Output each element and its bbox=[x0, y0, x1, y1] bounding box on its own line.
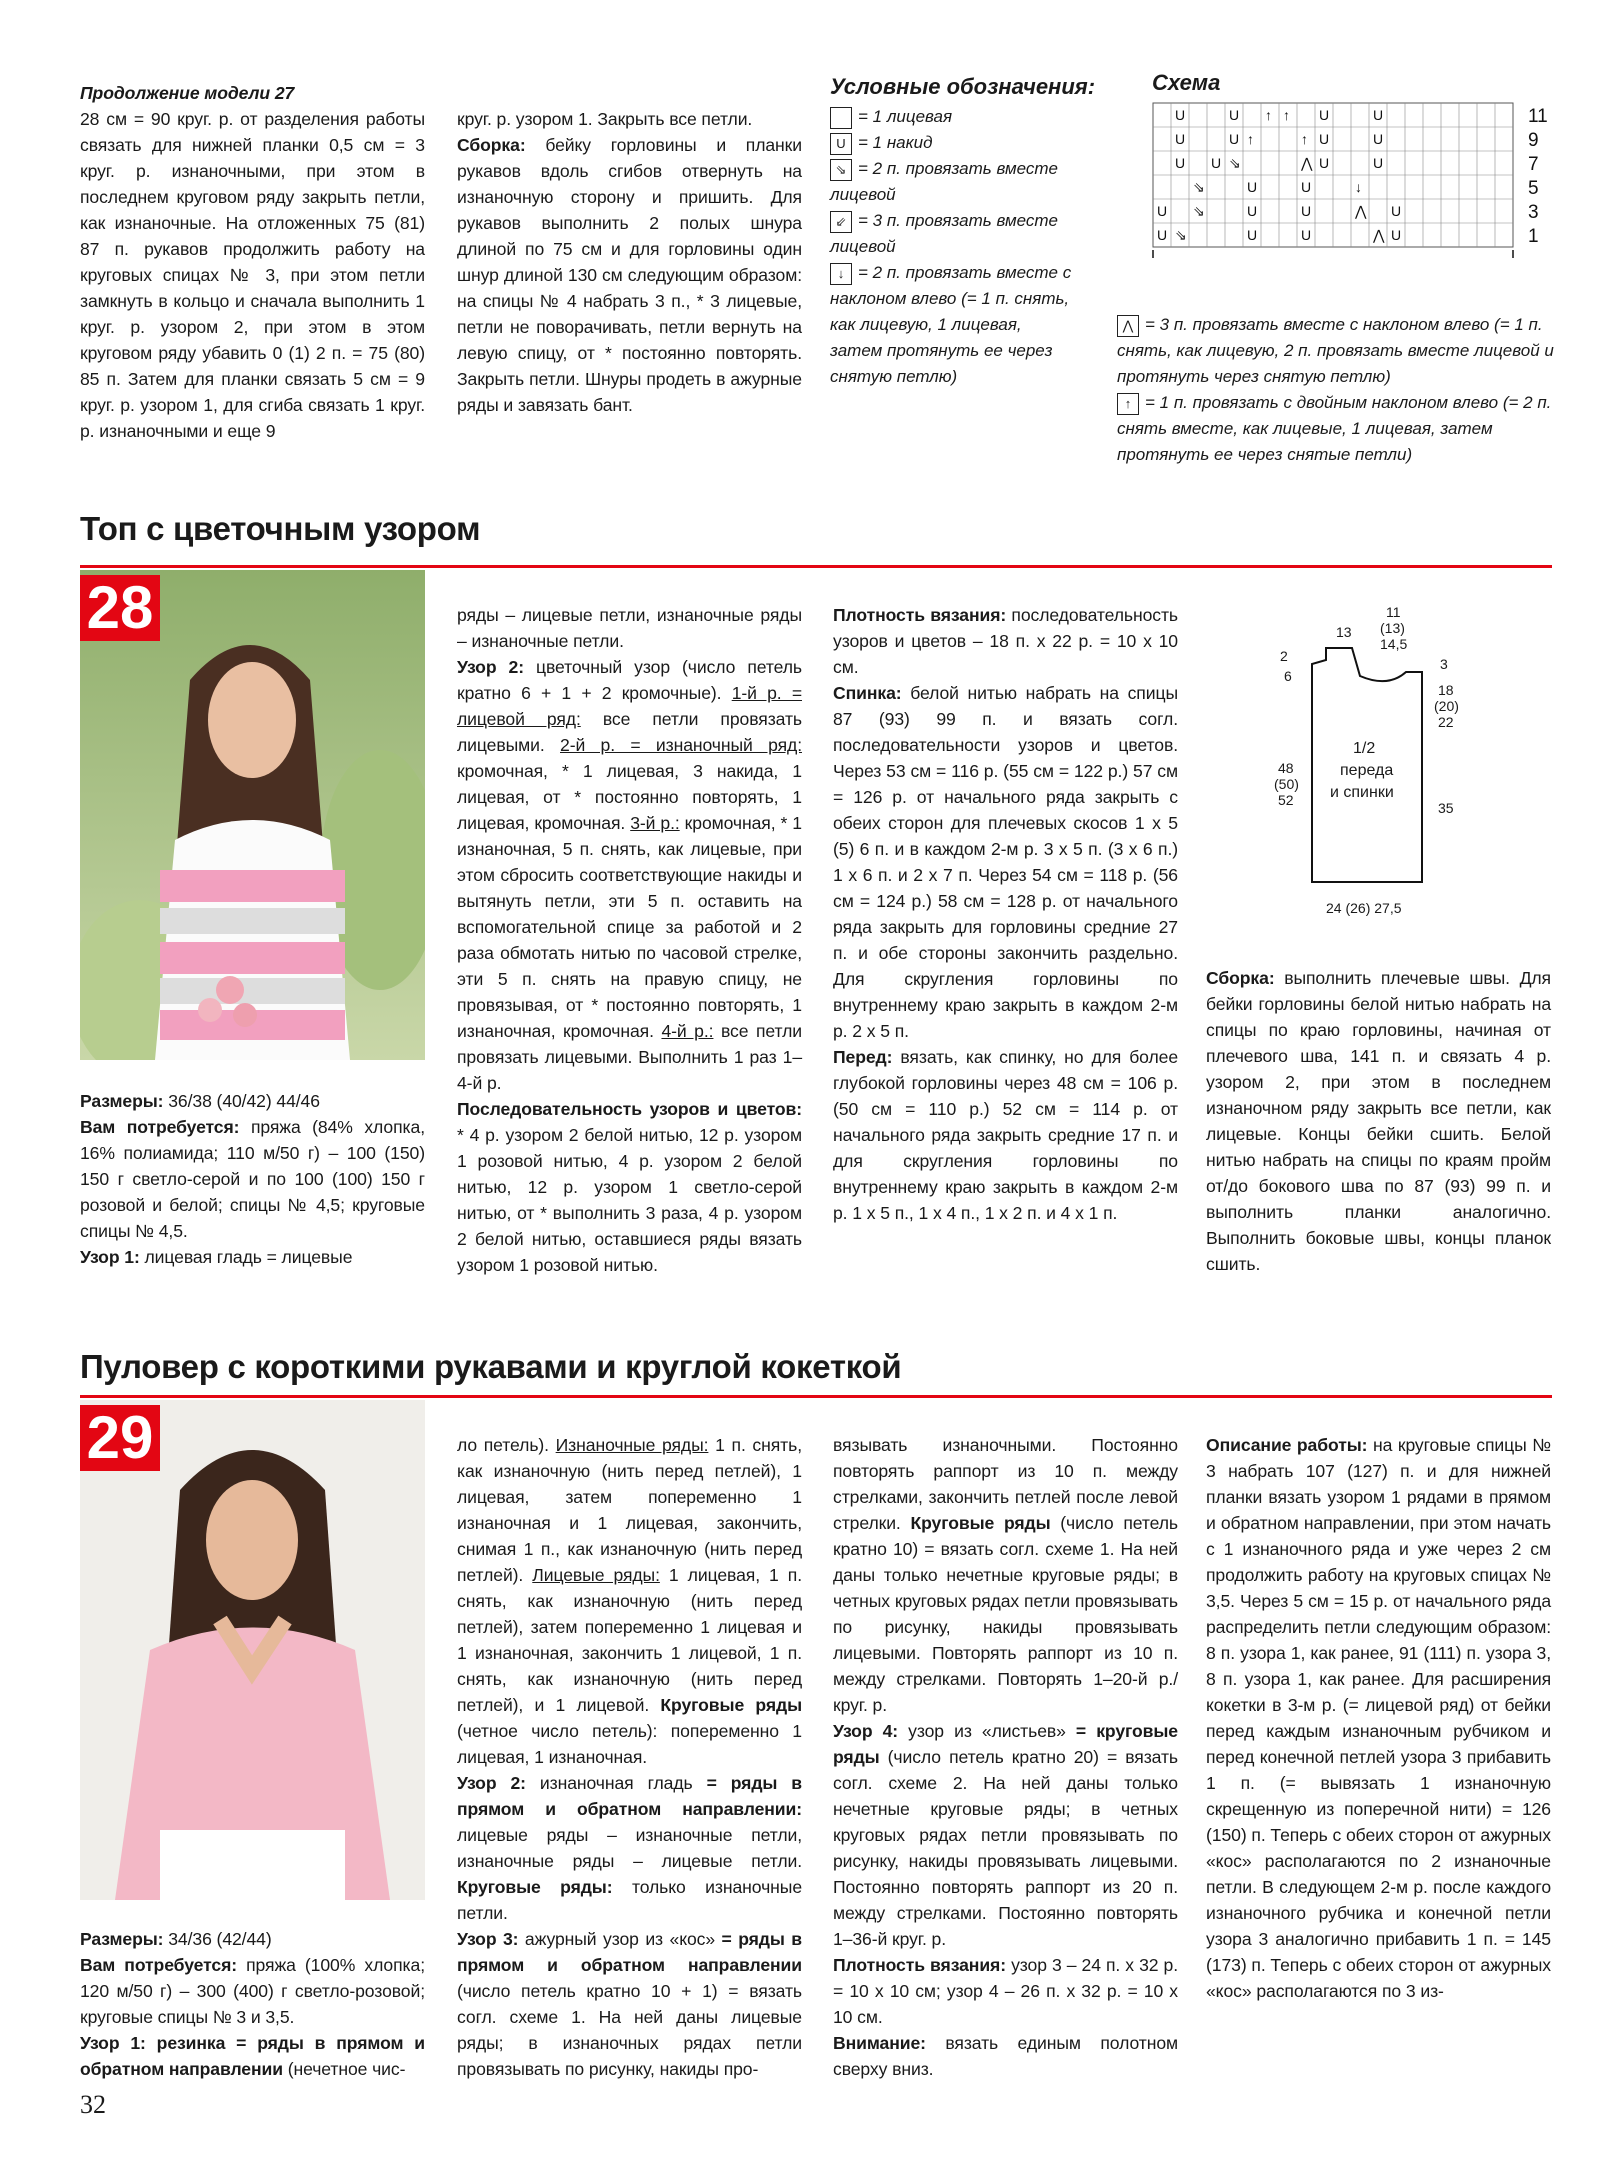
cont27-assembly-label: Сборка: bbox=[457, 135, 526, 155]
model-28-title: Топ с цветочным узором bbox=[80, 510, 481, 547]
m29-p2-b: лицевые ряды – изнаночные петли, изнаночные ряды – лицевые петли. bbox=[457, 1825, 802, 1871]
m29-wrong-rows: Изнаночные ряды: bbox=[555, 1435, 709, 1455]
schema-symbol: U bbox=[1229, 131, 1240, 147]
m28-front-text: вязать, как спинку, но для более глубокой горловины через 48 см = 106 р. (50 см = 110 р.) 52 см = 114 р. от начального ряда закрыть средние 17 п. и для скругления горловины по внутреннему краю закрыть в каждом 2-м р. 1 х 5 п., 1 х 4 п., 1 х 2 п. и 4 х 1 п. bbox=[833, 1047, 1178, 1223]
m29-attention-text: вязать единым полотном сверху вниз. bbox=[833, 2033, 1178, 2079]
schema-symbol: U bbox=[1175, 155, 1186, 171]
legend-block-2 bbox=[1117, 312, 1557, 468]
cont27-assembly bbox=[457, 132, 802, 418]
m28-p2-d: кромочная, * 1 изнаночная, 5 п. снять, как лицевые, при этом сбросить соответствующие накиды и вытянуть петли, эти 5 п. оставить на вспомогательной спице за работой и 2 раза обмотать нитью по часовой стрелке, эти 5 п. снять на правую спицу, не провязывая, от * постоянно повторять, 1 изнаночная, кромочная. bbox=[457, 813, 802, 1041]
m28-pattern-1-cont: ряды – лицевые петли, изнаночные ряды – изнаночные петли. bbox=[457, 605, 802, 651]
schema-symbol: U bbox=[1391, 227, 1402, 243]
legend-text-ssk: = 2 п. провязать вместе с наклоном влево (= 1 п. снять, как лицевую, 1 лицевая, затем протянуть ее через снятую петлю) bbox=[830, 263, 1072, 386]
m28-p2-row4: 4-й р.: bbox=[661, 1021, 714, 1041]
schema-symbol: U bbox=[1301, 179, 1312, 195]
double-slant-symbol-icon: ↑ bbox=[1117, 393, 1139, 415]
m28-dim-6: 6 bbox=[1284, 668, 1292, 684]
m28-materials bbox=[80, 1114, 425, 1244]
schema-row-number: 9 bbox=[1528, 130, 1539, 151]
m28-dim-50: (50) bbox=[1274, 776, 1299, 792]
m29-p2-circ: Круговые ряды: bbox=[457, 1877, 613, 1897]
m29-sizes bbox=[80, 1926, 425, 1952]
cont27-heading: Продолжение модели 27 bbox=[80, 83, 295, 103]
m29-p4-b: (число петель кратно 20) = вязать согл. схеме 2. На ней даны только нечетные круговые ряды; в четных круговых рядах петли провязывать по рисунку, накиды провязывать лицевыми. Постоянно повторять раппорт из 20 п. между стрелками. Постоянно повторять 1–36-й круг. р. bbox=[833, 1747, 1178, 1949]
m28-sequence-text: * 4 р. узором 2 белой нитью, 12 р. узором 1 розовой нитью, 4 р. узором 2 белой нитью, 12 р. узором 1 светло-серой нитью, от * выполнить 3 раза, 4 р. узором 2 белой нитью, оставшиеся ряды вязать узором 1 розовой нитью. bbox=[457, 1125, 802, 1275]
model-29-column-2 bbox=[457, 1432, 802, 2082]
m29-circ-rows: Круговые ряды bbox=[660, 1695, 802, 1715]
m28-dim-width: 24 (26) 27,5 bbox=[1326, 900, 1402, 916]
m28-front bbox=[833, 1044, 1178, 1226]
sk2p-symbol-icon: ⋀ bbox=[1117, 315, 1139, 337]
model-29-column-4 bbox=[1206, 1432, 1551, 2004]
schema-symbol: U bbox=[1319, 155, 1330, 171]
schema-symbol: ↑ bbox=[1301, 131, 1308, 147]
m28-materials-label: Вам потребуется: bbox=[80, 1117, 240, 1137]
schema-row-number: 1 bbox=[1528, 226, 1539, 247]
m28-dim-22: 22 bbox=[1438, 714, 1454, 730]
legend-text-knit: = 1 лицевая bbox=[858, 107, 953, 126]
m28-pattern-1 bbox=[80, 1244, 425, 1270]
schema-symbol: U bbox=[1247, 179, 1258, 195]
schema-symbol: U bbox=[1157, 203, 1168, 219]
m28-density bbox=[833, 602, 1178, 680]
schema-symbol: ⇘ bbox=[1229, 155, 1241, 171]
legend-item-k2tog bbox=[830, 156, 1075, 208]
schema-symbol: U bbox=[1373, 155, 1384, 171]
m29-c3-a: вязывать изнаночными. Постоянно повторять раппорт из 10 п. между стрелками, закончить петлей после левой стрелки. bbox=[833, 1435, 1178, 1533]
m29-c2-d: (четное число петель): попеременно 1 лицевая, 1 изнаночная. bbox=[457, 1721, 802, 1767]
m28-p2-a: цветочный узор (число петель кратно 6 + 1 + 2 кромочные). bbox=[457, 657, 802, 703]
schema-symbol: ↑ bbox=[1265, 107, 1272, 123]
m29-pattern-3 bbox=[457, 1926, 802, 2082]
model-28-column-3 bbox=[833, 602, 1178, 1226]
schema-symbol: U bbox=[1175, 107, 1186, 123]
schema-symbol: U bbox=[1175, 131, 1186, 147]
schema-symbol: U bbox=[1157, 227, 1168, 243]
m29-c2-c: 1 лицевая, 1 п. снять, как изнаночную (нить перед петлей), затем попеременно 1 лицевая и 1 изнаночная, закончить 1 лицевой, 1 п. снять, как изнаночную (нить перед петлей), и 1 лицевой. bbox=[457, 1565, 802, 1715]
m28-dim-18: 18 bbox=[1438, 682, 1454, 698]
m28-materials-value: пряжа (84% хлопка, 16% полиамида; 110 м/50 г) – 100 (150) 150 г светло-серой и по 100 (100) 150 г розовой и белой; спицы № 4,5; круговые спицы № 4,5. bbox=[80, 1117, 425, 1241]
m29-pattern-1-cont bbox=[457, 1432, 802, 1770]
m28-p2-c: кромочная, * 1 лицевая, 3 накида, 1 лицевая, от * постоянно повторять, 1 лицевая, кромочная. bbox=[457, 761, 802, 833]
m29-pattern-4 bbox=[833, 1718, 1178, 1952]
k3tog-symbol-icon: ⇙ bbox=[830, 211, 852, 233]
schema-symbol: ↓ bbox=[1355, 179, 1362, 195]
model-29-title: Пуловер с короткими рукавами и круглой кокеткой bbox=[80, 1348, 902, 1385]
model-28-photo bbox=[80, 570, 425, 1060]
cont27-assembly-text: бейку горловины и планки рукавов вдоль сгибов отвернуть на изнаночную сторону и пришить. Для рукавов выполнить 2 полых шнура длиной по 75 см и для горловины один шнур длиной 130 см следующим образом: на спицы № 4 набрать 3 п., * 3 лицевые, петли не поворачивать, петли вернуть на левую спицу, от * постоянно повторять. Закрыть петли. Шнуры продеть в ажурные ряды и завязать бант. bbox=[457, 135, 802, 415]
m29-attention bbox=[833, 2030, 1178, 2082]
schema-row-number: 3 bbox=[1528, 202, 1539, 223]
m28-label-front: переда bbox=[1340, 762, 1394, 779]
m28-dim-35: 35 bbox=[1438, 800, 1454, 816]
cont27-column-2 bbox=[457, 106, 802, 418]
schema-symbol: ⋀ bbox=[1355, 203, 1367, 219]
m29-attention-label: Внимание: bbox=[833, 2033, 926, 2053]
m28-sizes-label: Размеры: bbox=[80, 1091, 164, 1111]
cont27-text-1: 28 см = 90 круг. р. от разделения работы связать для нижней планки 0,5 см = 3 круг. р. изнаночными, при этом в последнем круговом ряду закрыть петли, как изнаночные. На отложенных 75 (81) 87 п. рукавов продолжить работу на круговых спицах № 3, при этом петли замкнуть в кольцо и сначала выполнить 1 круг. р. узором 2, при этом в этом круговом ряду убавить 0 (1) 2 п. = 75 (80) 85 п. Затем для планки связать 5 см = 9 круг. р. узором 1, для сгиба связать 1 круг. р. изнаночными и еще 9 bbox=[80, 109, 425, 441]
model-29-column-3 bbox=[833, 1432, 1178, 2082]
schema-symbol: U bbox=[1319, 131, 1330, 147]
schema-row-number: 11 bbox=[1528, 106, 1548, 127]
legend-item-sk2p bbox=[1117, 312, 1557, 390]
legend-item-double-slant bbox=[1117, 390, 1557, 468]
m28-pattern-2-label: Узор 2: bbox=[457, 657, 524, 677]
legend-text-k3tog: = 3 п. провязать вместе лицевой bbox=[830, 211, 1058, 256]
m28-dim-13: 13 bbox=[1336, 624, 1352, 640]
legend-block bbox=[830, 104, 1075, 390]
m29-pattern-2 bbox=[457, 1770, 802, 1926]
page-number: 32 bbox=[80, 2090, 106, 2119]
m28-dim-48: 48 bbox=[1278, 760, 1294, 776]
schema-chart bbox=[1150, 100, 1570, 260]
legend-text-sk2p: = 3 п. провязать вместе с наклоном влево (= 1 п. снять, как лицевую, 2 п. провязать вместе лицевой и протянуть через снятую петлю) bbox=[1117, 315, 1554, 386]
m28-p2-row3: 3-й р.: bbox=[630, 813, 680, 833]
legend-text-k2tog: = 2 п. провязать вместе лицевой bbox=[830, 159, 1058, 204]
m28-density-text: последовательность узоров и цветов – 18 п. х 22 р. = 10 х 10 см. bbox=[833, 605, 1178, 677]
m28-dim-2: 2 bbox=[1280, 648, 1288, 664]
ssk-symbol-icon: ↓ bbox=[830, 263, 852, 285]
m28-p2-row1: 1-й р. = лицевой ряд: bbox=[457, 683, 802, 729]
m28-pattern-2 bbox=[457, 654, 802, 1096]
schema-symbol: U bbox=[1229, 107, 1240, 123]
schema-symbol: U bbox=[1373, 131, 1384, 147]
legend-item-k3tog bbox=[830, 208, 1075, 260]
schema-symbol: U bbox=[1301, 227, 1312, 243]
m29-description bbox=[1206, 1432, 1551, 2004]
m28-front-label: Перед: bbox=[833, 1047, 893, 1067]
schema-symbol: U bbox=[1247, 203, 1258, 219]
m28-sizes-value: 36/38 (40/42) 44/46 bbox=[163, 1091, 320, 1111]
m29-density bbox=[833, 1952, 1178, 2030]
m29-pattern-3-cont bbox=[833, 1432, 1178, 1718]
k2tog-symbol-icon: ⇘ bbox=[830, 159, 852, 181]
m28-density-label: Плотность вязания: bbox=[833, 605, 1007, 625]
legend-text-double-slant: = 1 п. провязать с двойным наклоном влево (= 2 п. снять вместе, как лицевые, 1 лицевая, затем протянуть ее через снятые петли) bbox=[1117, 393, 1552, 464]
m29-p2-label: Узор 2: bbox=[457, 1773, 526, 1793]
schema-symbol: U bbox=[1247, 227, 1258, 243]
legend-item-ssk bbox=[830, 260, 1075, 390]
m28-pattern-1-label: Узор 1: bbox=[80, 1247, 140, 1267]
m28-dim-52: 52 bbox=[1278, 792, 1294, 808]
m28-pattern-1-text: лицевая гладь = лицевые bbox=[139, 1247, 353, 1267]
m28-sequence-label: Последовательность узоров и цветов: bbox=[457, 1099, 802, 1119]
m29-c3-circ: Круговые ряды bbox=[910, 1513, 1051, 1533]
m28-assembly bbox=[1206, 965, 1551, 1277]
schema-symbol: U bbox=[1319, 107, 1330, 123]
m28-label-half: 1/2 bbox=[1353, 740, 1376, 757]
m28-pattern-diagram bbox=[1240, 600, 1540, 930]
schema-row-number: 5 bbox=[1528, 178, 1539, 199]
legend-item-knit bbox=[830, 104, 1075, 130]
m29-c3-b: (число петель кратно 10) = вязать согл. схеме 1. На ней даны только нечетные круговые ряды; в четных круговых рядах петли провязывать по рисунку, накиды провязывать лицевыми. Повторять раппорт из 10 п. между стрелками. Повторять 1–20-й р./круг. р. bbox=[833, 1513, 1178, 1715]
m29-description-text: на круговые спицы № 3 набрать 107 (127) п. и для нижней планки вязать узором 1 рядами в прямом и обратном направлении, при этом начать с 1 изнаночного ряда и уже через 2 см продолжить работу на круговых спицах № 3,5. Через 5 см = 15 р. от начального ряда распределить петли следующим образом: 8 п. узора 1, как ранее, 91 (111) п. узора 3, 8 п. узора 1, как ранее. Для расширения кокетки в 3-м р. (= лицевой ряд) от бейки перед каждым изнаночным рубчиком и перед конечной петлей узора 3 прибавить 1 п. (= вывязать 1 изнаночную скрещенную из поперечной нити) = 126 (150) п. Теперь с обеих сторон от ажурных «кос» располагаются по 2 изнаночные петли. В следующем 2-м р. после каждого изнаночного рубчика и конечной петли узора 3 аналогично прибавить 1 п. = 145 (173) п. Теперь с обеих сторон от ажурных «кос» располагаются по 3 из- bbox=[1206, 1435, 1551, 2001]
schema-row-number: 7 bbox=[1528, 154, 1539, 175]
m29-pattern-1-bold: резинка = ряды в прямом и обратном направлении bbox=[80, 2033, 425, 2079]
m29-p3-label: Узор 3: bbox=[457, 1929, 519, 1949]
m29-p4-a: узор из «листьев» bbox=[898, 1721, 1076, 1741]
model-28-number-badge: 28 bbox=[80, 575, 160, 641]
m28-back bbox=[833, 680, 1178, 1044]
m29-p3-bold: = ряды в прямом и обратном направлении bbox=[457, 1929, 802, 1975]
m29-density-text: узор 3 – 24 п. х 32 р. = 10 х 10 см; узор 4 – 26 п. х 32 р. = 10 х 10 см. bbox=[833, 1955, 1178, 2027]
m29-description-label: Описание работы: bbox=[1206, 1435, 1368, 1455]
m28-sizes bbox=[80, 1088, 425, 1114]
m28-p2-row2: 2-й р. = изнаночный ряд: bbox=[560, 735, 802, 755]
knit-symbol-icon bbox=[830, 107, 852, 129]
m29-pattern-1 bbox=[80, 2030, 425, 2082]
m28-assembly-text: выполнить плечевые швы. Для бейки горловины белой нитью набрать на спицы по краю горловины, начиная от плечевого шва, 141 п. и связать 4 р. узором 2, при этом в последнем изнаночном ряду закрыть все петли, как лицевые. Концы бейки сшить. Белой нитью набрать на спицы по краям пройм от/до бокового шва по 87 (93) 99 п. и выполнить планки аналогично. Выполнить боковые швы, концы планок сшить. bbox=[1206, 968, 1551, 1274]
legend-item-yo bbox=[830, 130, 1075, 156]
m29-right-rows: Лицевые ряды: bbox=[532, 1565, 660, 1585]
m29-p2-bold: = ряды в прямом и обратном направлении: bbox=[457, 1773, 803, 1819]
schema-symbol: ↑ bbox=[1283, 107, 1290, 123]
m29-c2-b: 1 п. снять, как изнаночную (нить перед петлей), 1 лицевая, затем попеременно 1 изнаночная и 1 лицевая, закончить, снимая 1 п., как изнаночную (нить перед петлей). bbox=[457, 1435, 802, 1585]
m29-materials-label: Вам потребуется: bbox=[80, 1955, 237, 1975]
m29-p3-b: (число петель кратно 10 + 1) = вязать согл. схеме 1. На ней даны лицевые ряды; в изнаночных рядах петли провязывать по рисунку, накиды про- bbox=[457, 1981, 802, 2079]
m28-dim-145: 14,5 bbox=[1380, 636, 1408, 652]
schema-symbol: ⋀ bbox=[1301, 155, 1313, 171]
cont27-column-1 bbox=[80, 80, 425, 444]
m29-pattern-1-text: (нечетное чис- bbox=[282, 2059, 406, 2079]
model-29-photo bbox=[80, 1400, 425, 1900]
m28-dim-11: 11 bbox=[1386, 604, 1401, 620]
yarn-over-symbol-icon: U bbox=[830, 133, 852, 155]
schema-symbol: ⇘ bbox=[1193, 203, 1205, 219]
legend-text-yo: = 1 накид bbox=[858, 133, 933, 152]
model-28-column-1 bbox=[80, 1088, 425, 1270]
m29-p2-c: только изнаночные петли. bbox=[457, 1877, 803, 1923]
schema-symbol: ↑ bbox=[1247, 131, 1254, 147]
m28-label-back: и спинки bbox=[1330, 784, 1394, 801]
m29-p4-label: Узор 4: bbox=[833, 1721, 899, 1741]
schema-symbol: ⇘ bbox=[1175, 227, 1187, 243]
model-28-column-4 bbox=[1206, 965, 1551, 1277]
m29-pattern-1-label: Узор 1: bbox=[80, 2033, 146, 2053]
schema-symbol: ⇘ bbox=[1193, 179, 1205, 195]
schema-symbol: ⋀ bbox=[1373, 227, 1385, 243]
schema-symbol: U bbox=[1391, 203, 1402, 219]
m28-assembly-label: Сборка: bbox=[1206, 968, 1275, 988]
model-29-number-badge: 29 bbox=[80, 1405, 160, 1471]
schema-title: Схема bbox=[1152, 70, 1221, 95]
m29-sizes-label: Размеры: bbox=[80, 1929, 164, 1949]
schema-symbol: U bbox=[1301, 203, 1312, 219]
cont27-text-2: круг. р. узором 1. Закрыть все петли. bbox=[457, 109, 753, 129]
m29-materials-value: пряжа (100% хлопка; 120 м/50 г) – 300 (400) г светло-розовой; круговые спицы № 3 и 3,5. bbox=[80, 1955, 425, 2027]
m29-p3-a: ажурный узор из «кос» bbox=[518, 1929, 722, 1949]
schema-symbol: U bbox=[1211, 155, 1222, 171]
m28-p2-b: все петли провязать лицевыми. bbox=[457, 709, 802, 755]
m28-dim-20: (20) bbox=[1434, 698, 1459, 714]
model-29-divider bbox=[80, 1395, 1552, 1398]
m29-sizes-value: 34/36 (42/44) bbox=[163, 1929, 272, 1949]
m29-c2-a: ло петель). bbox=[457, 1435, 556, 1455]
legend-title: Условные обозначения: bbox=[830, 74, 1096, 99]
m28-p2-e: все петли провязать лицевыми. Выполнить 1 раз 1–4-й р. bbox=[457, 1021, 802, 1093]
m29-materials bbox=[80, 1952, 425, 2030]
m29-density-label: Плотность вязания: bbox=[833, 1955, 1006, 1975]
m29-p4-bold: = круговые ряды bbox=[833, 1721, 1178, 1767]
m28-back-text: белой нитью набрать на спицы 87 (93) 99 п. и вязать согл. последовательности узоров и цветов. Через 53 см = 116 р. (55 см = 122 р.) 57 см = 126 р. от начального ряда закрыть с обеих сторон для плечевых скосов 1 х 5 (5) 6 п. и в каждом 2-м р. 3 х 5 п. (3 х 6 п.) 1 х 6 п. и 2 х 7 п. Через 54 см = 118 р. (56 см = 124 р.) 58 см = 128 р. от начального ряда закрыть для горловины средние 27 п. и обе стороны закончить раздельно. Для скругления горловины по внутреннему краю закрыть в каждом 2-м р. 2 х 5 п. bbox=[833, 683, 1178, 1041]
model-28-divider bbox=[80, 565, 1552, 568]
m28-sequence bbox=[457, 1096, 802, 1278]
schema-symbol: U bbox=[1373, 107, 1384, 123]
m29-p2-a: изнаночная гладь bbox=[525, 1773, 707, 1793]
model-28-column-2 bbox=[457, 602, 802, 1278]
m28-back-label: Спинка: bbox=[833, 683, 902, 703]
m28-dim-13b: (13) bbox=[1380, 620, 1405, 636]
m28-dim-3: 3 bbox=[1440, 656, 1448, 672]
model-29-column-1 bbox=[80, 1926, 425, 2082]
